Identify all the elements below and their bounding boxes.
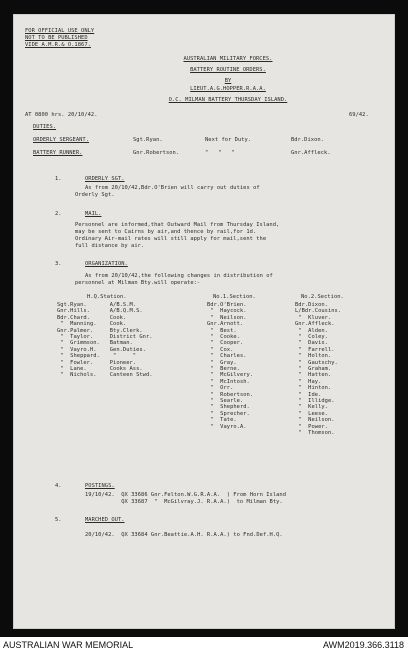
- roster-entry: " Gautschy.: [295, 359, 338, 366]
- item-text: Orderly Sgt.: [75, 192, 115, 198]
- roster-entry: Gnr.Arnott.: [207, 321, 244, 328]
- battery-runner-label: BATTERY RUNNER.: [33, 150, 83, 156]
- roster-entry: Bdr.O'Brien.: [207, 302, 247, 308]
- battery-runner-value: Gnr.Robertson.: [133, 150, 180, 156]
- roster-entry: " Davis.: [295, 340, 328, 347]
- roster-entry: " Hatten.: [295, 372, 332, 379]
- roster-entry: " Grimmson. Batman.: [57, 340, 133, 347]
- roster-entry: " Leese.: [295, 410, 328, 417]
- roster-entry: " Holton.: [295, 353, 332, 360]
- item-text: 19/10/42. QX 33686 Gnr.Felton.W.G.R.A.A. ) From Horn Island: [85, 492, 287, 498]
- item-text: QX 33687 " McGilvray.J. R.A.A.) to Milman Bty.: [85, 499, 283, 505]
- archive-footer: [0, 637, 408, 653]
- roster-entry: " Ide.: [295, 391, 322, 398]
- item-text: may be sent to Cairns by air,and thence by rail,for 1d.: [75, 229, 257, 235]
- roster-entry: " Thomson.: [295, 430, 335, 436]
- item-text: As from 20/10/42,the following changes in distribution of: [85, 273, 273, 279]
- roster-entry: " Tate.: [207, 417, 237, 424]
- next-for-duty-label: Next for Duty.: [205, 137, 252, 143]
- orderly-sergeant-next: Bdr.Dixon.: [291, 137, 324, 143]
- column-heading: H.Q.Station.: [87, 294, 127, 300]
- column-heading: No.1.Section.: [213, 294, 256, 300]
- title-line: BATTERY ROUTINE ORDERS.: [190, 67, 266, 73]
- title-line: LIEUT.A.G.HOPPER.R.A.A.: [190, 86, 266, 92]
- roster-entry: " Shepherd.: [207, 404, 250, 411]
- item-number: 1.: [55, 176, 62, 182]
- roster-entry: " Nichols. Canteen Stwd.: [57, 372, 153, 379]
- item-number: 4.: [55, 483, 62, 489]
- item-text: Ordinary Air-mail rates will still apply for mail,sent the: [75, 236, 267, 242]
- roster-entry: Bdr.Chard. Cook.: [57, 314, 127, 321]
- roster-entry: " Searle.: [207, 398, 244, 404]
- item-text: personnel at Milman Bty.will operate:-: [75, 280, 201, 286]
- roster-entry: " Kelly.: [295, 404, 328, 411]
- roster-entry: Gnr.Palmer. Bty.Clerk.: [57, 327, 143, 334]
- battery-runner-next: Gnr.Affleck.: [291, 150, 331, 156]
- roster-entry: " Vayro.H. Gen.Duties.: [57, 346, 146, 353]
- roster-entry: " Robertson.: [207, 391, 254, 398]
- restriction-line: NOT TO BE PUBLISHED: [25, 35, 88, 41]
- item-number: 5.: [55, 517, 62, 523]
- roster-entry: " Coley.: [295, 334, 328, 340]
- roster-entry: Gnr.Hills. A/B.Q.M.S.: [57, 308, 143, 315]
- roster-entry: " Best.: [207, 327, 237, 334]
- item-text: full distance by air.: [75, 243, 145, 249]
- roster-entry: " Lane. Cooks Ass.: [57, 366, 143, 372]
- orderly-sergeant-value: Sgt.Ryan.: [133, 137, 163, 143]
- item-text: As from 20/10/42,Bdr.O'Brien will carry out duties of: [85, 185, 260, 191]
- roster-entry: Bdr.Dixon.: [295, 302, 328, 308]
- item-heading: ORGANIZATION.: [85, 261, 128, 267]
- roster-entry: " Orr.: [207, 385, 234, 392]
- roster-entry: " Farrell.: [295, 346, 335, 353]
- duties-heading: DUTIES.: [33, 124, 57, 130]
- roster-entry: " Power.: [295, 423, 328, 430]
- item-number: 3.: [55, 261, 62, 267]
- item-number: 2.: [55, 211, 62, 217]
- ditto-marks: " " ": [205, 150, 235, 156]
- order-number: 69/42.: [349, 112, 369, 118]
- roster-entry: " Illidge.: [295, 398, 335, 404]
- roster-entry: Gnr.Affleck.: [295, 321, 335, 328]
- document-page: [13, 14, 395, 629]
- roster-entry: " Fowler. Pioneer.: [57, 359, 137, 366]
- roster-entry: " Hay.: [295, 378, 322, 385]
- column-heading: No.2.Section.: [301, 294, 344, 300]
- item-text: Personnel are informed,that Outward Mail from Thursday Island,: [75, 222, 280, 228]
- roster-entry: " Graham.: [295, 366, 332, 372]
- roster-entry: " Kluver.: [295, 314, 332, 321]
- roster-entry: " Gray.: [207, 359, 237, 366]
- footer-institution: AUSTRALIAN WAR MEMORIAL: [3, 640, 134, 650]
- item-text: 20/10/42. QX 33684 Gnr.Beattie.A.H. R.A.A.) to Fnd.Def.H.Q.: [85, 532, 283, 538]
- roster-entry: " Cox.: [207, 346, 234, 353]
- roster-entry: " Cooper.: [207, 340, 244, 347]
- roster-entry: " Cooke.: [207, 334, 240, 340]
- roster-entry: " Sheppard. " ": [57, 353, 137, 360]
- item-heading: ORDERLY SGT.: [85, 176, 125, 182]
- roster-entry: " Taylor. District Gnr.: [57, 334, 153, 340]
- item-heading: MAIL.: [85, 211, 102, 217]
- roster-entry: " Alden.: [295, 327, 328, 334]
- roster-entry: " Vayro.A.: [207, 423, 247, 430]
- roster-entry: " Hinton.: [295, 385, 332, 392]
- order-date: AT 0800 hrs. 20/10/42.: [25, 112, 98, 118]
- restriction-line: VIDE A.M.R.& O.1867.: [25, 42, 91, 48]
- roster-entry: " Neilson.: [295, 417, 335, 424]
- roster-entry: " McIntosh.: [207, 378, 250, 385]
- orderly-sergeant-label: ORDERLY SERGEANT.: [33, 137, 90, 143]
- roster-entry: " Neilson.: [207, 314, 247, 321]
- item-heading: MARCHED OUT.: [85, 517, 125, 523]
- roster-entry: " Haycock.: [207, 308, 247, 315]
- roster-entry: " McGilvery.: [207, 372, 254, 379]
- footer-accession-number: AWM2019.366.3118: [322, 640, 404, 650]
- roster-entry: " Manning. Cook.: [57, 321, 127, 328]
- title-line: O.C. MILMAN BATTERY THURSDAY ISLAND.: [168, 97, 288, 103]
- roster-entry: " Sprecher.: [207, 410, 250, 417]
- roster-entry: L/Bdr.Cousins.: [295, 308, 342, 315]
- roster-entry: Sgt.Ryan. A/B.S.M.: [57, 302, 137, 308]
- roster-entry: " Charles.: [207, 353, 247, 360]
- roster-entry: " Berne.: [207, 366, 240, 372]
- title-line: BY: [224, 78, 232, 84]
- title-line: AUSTRALIAN MILITARY FORCES.: [183, 56, 273, 62]
- item-heading: POSTINGS.: [85, 483, 115, 489]
- restriction-line: FOR OFFICIAL USE ONLY: [25, 28, 95, 34]
